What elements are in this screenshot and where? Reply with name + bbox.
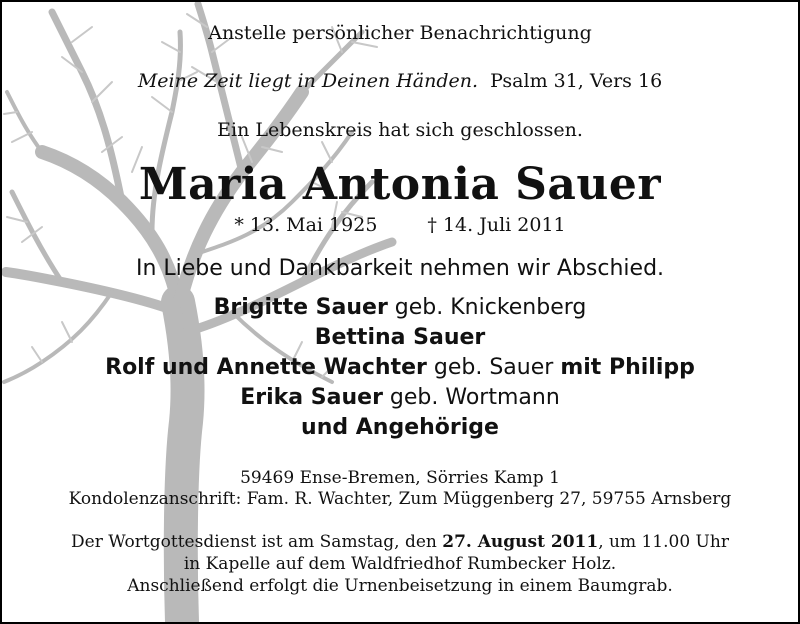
mourner-1-name: Brigitte Sauer: [213, 295, 388, 320]
mourner-1: [2, 295, 798, 320]
service-date: 27. August 2011: [442, 532, 599, 552]
verse-line: [2, 70, 798, 92]
circle-line: Ein Lebenskreis hat sich geschlossen.: [217, 119, 583, 141]
intro-line: Anstelle persönlicher Benachrichtigung: [208, 22, 592, 44]
mourner-4: [2, 385, 798, 410]
mourner-4-maiden: geb. Wortmann: [382, 385, 560, 410]
mourner-2: [2, 325, 798, 350]
death-date: † 14. Juli 2011: [427, 214, 566, 236]
mourner-3-child: mit Philipp: [560, 355, 695, 380]
mourner-5: [2, 415, 798, 440]
mourner-5-name: und Angehörige: [301, 415, 499, 440]
farewell-line: In Liebe und Dankbarkeit nehmen wir Abschied.: [135, 256, 665, 281]
deceased-name: Maria Antonia Sauer: [138, 159, 662, 210]
service-time: , um 11.00 Uhr: [598, 532, 729, 552]
birth-date: * 13. Mai 1925: [234, 214, 378, 236]
mourner-4-name: Erika Sauer: [240, 385, 383, 410]
mourner-1-maiden: geb. Knickenberg: [387, 295, 587, 320]
verse-text: Meine Zeit liegt in Deinen Händen.: [137, 70, 479, 92]
service-intro: Der Wortgottesdienst ist am Samstag, den: [71, 532, 443, 552]
address-line: 59469 Ense-Bremen, Sörries Kamp 1: [240, 468, 560, 488]
mourner-3-maiden: geb. Sauer: [426, 355, 561, 380]
service-line-3: Anschließend erfolgt die Urnenbeisetzung in einem Baumgrab.: [127, 576, 673, 596]
service-line-2: in Kapelle auf dem Waldfriedhof Rumbecker Holz.: [183, 554, 617, 574]
life-dates: [2, 214, 798, 236]
mourner-2-name: Bettina Sauer: [314, 325, 486, 350]
condolence-address: Kondolenzanschrift: Fam. R. Wachter, Zum Müggenberg 27, 59755 Arnsberg: [68, 489, 732, 509]
mourner-3: [2, 355, 798, 380]
mourner-3-name: Rolf und Annette Wachter: [105, 355, 427, 380]
verse-reference: Psalm 31, Vers 16: [490, 70, 663, 92]
service-line-1: [2, 532, 798, 552]
